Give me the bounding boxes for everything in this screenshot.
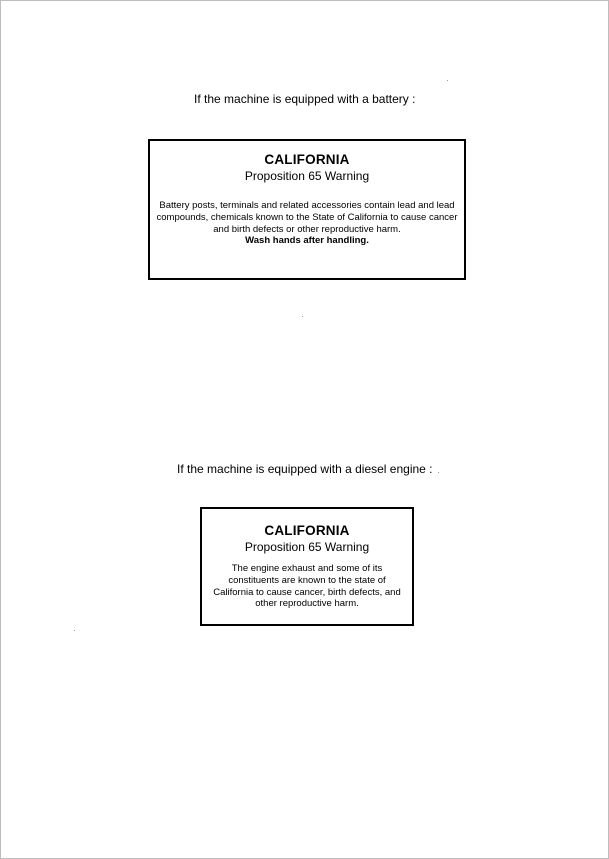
scan-speck [438, 472, 439, 473]
diesel-warning-subtitle: Proposition 65 Warning [244, 540, 370, 554]
scan-speck [302, 316, 303, 317]
battery-warning-body-block [156, 200, 458, 247]
scan-speck [74, 630, 75, 631]
battery-warning-body: Battery posts, terminals and related accessories contain lead and lead compounds, chemicals known to the State of California to cause cancer and birth defects or other reproductive harm. [156, 200, 458, 235]
diesel-warning-body: The engine exhaust and some of its constituents are known to the state of California to cause cancer, birth defects, and other reproductive harm. [213, 563, 401, 610]
scan-speck [447, 80, 448, 81]
battery-warning-box [148, 139, 466, 280]
battery-warning-emphasis: Wash hands after handling. [245, 235, 369, 247]
diesel-warning-box [200, 507, 414, 626]
diesel-warning-title: CALIFORNIA [264, 523, 350, 538]
diesel-intro: If the machine is equipped with a diesel engine : [177, 462, 433, 476]
battery-warning-title: CALIFORNIA [264, 152, 350, 167]
battery-warning-subtitle: Proposition 65 Warning [244, 169, 370, 183]
battery-intro: If the machine is equipped with a battery : [194, 92, 416, 106]
